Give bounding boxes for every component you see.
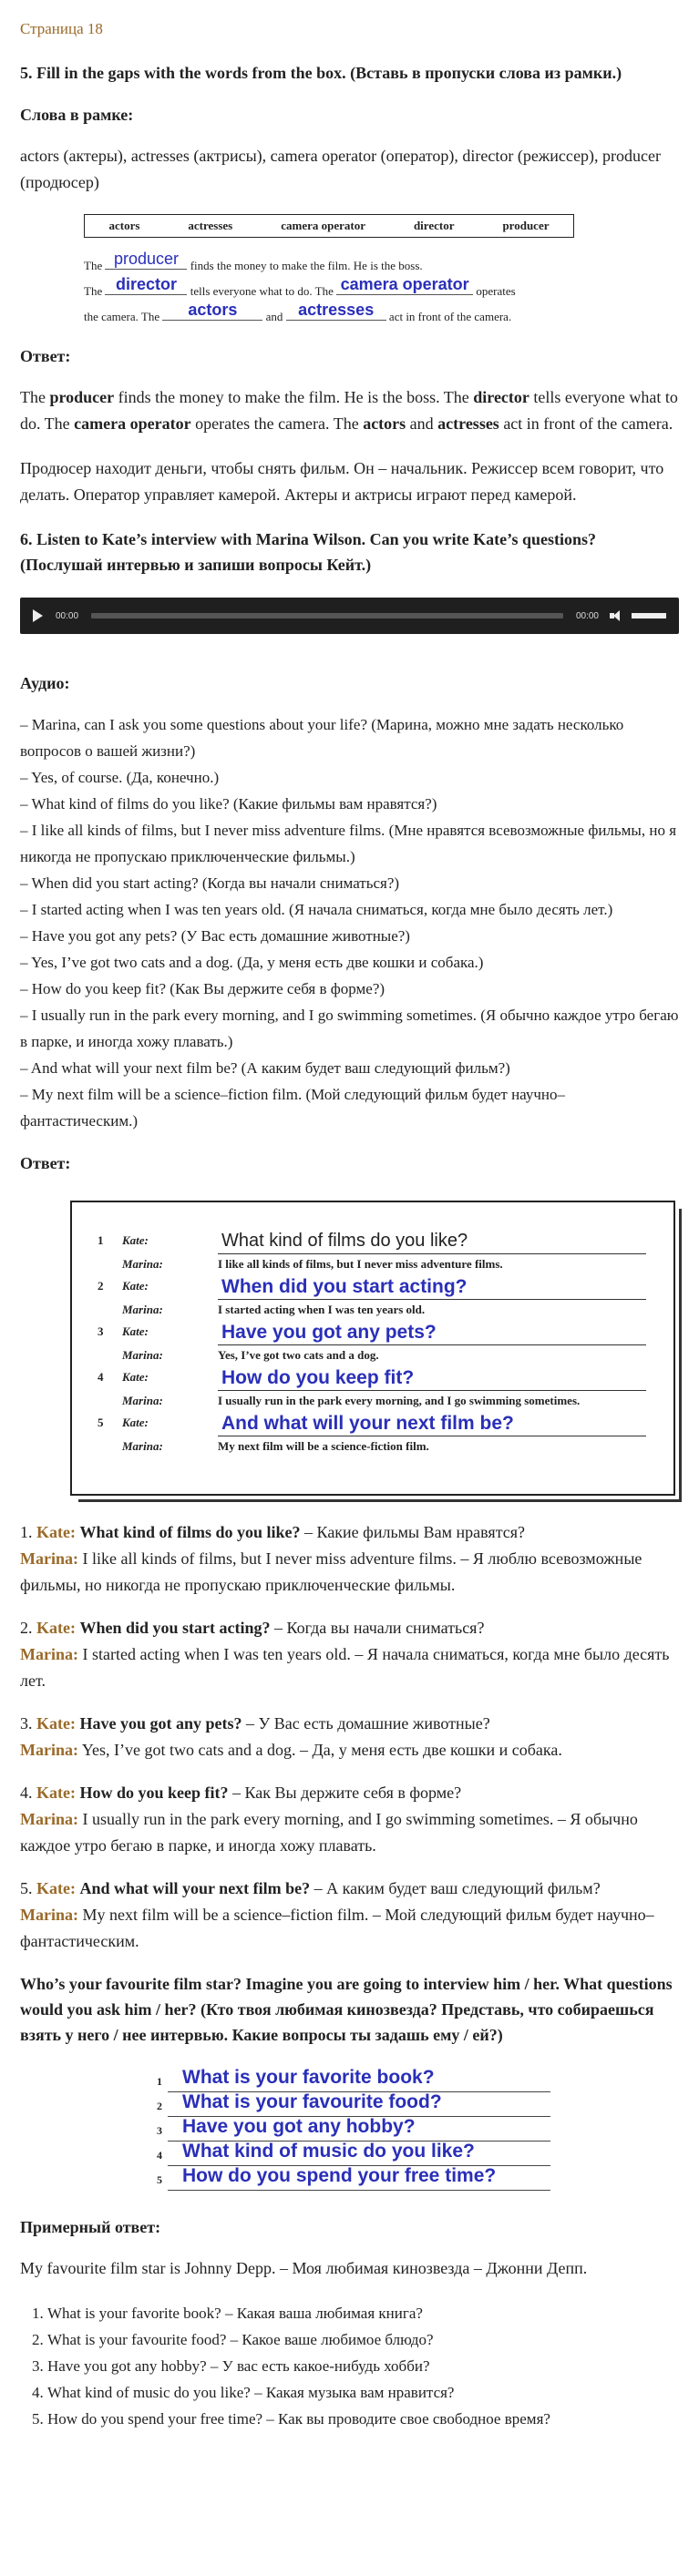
box-word: producer [502, 219, 550, 232]
handwritten-questions-image [157, 2067, 550, 2191]
speaker-marina: Marina: [122, 1348, 163, 1362]
handwritten-question: When did you start acting? [221, 1276, 468, 1297]
gap [105, 275, 187, 295]
sample-intro: My favourite film star is Johnny Depp. – Моя любимая кинозвезда – Джонни Депп. [20, 2259, 588, 2277]
volume-slider[interactable] [632, 613, 666, 618]
transcript-line: – How do you keep fit? (Как Вы держите себя в форме?) [20, 980, 385, 997]
qa-item: 4. Kate: How do you keep fit? – Как Вы держите себя в форме? Marina: I usually run in the park every morning, and I go swimming sometimes. – Я обычно каждое утро бегаю в парке, и иногда хожу плавать. [20, 1784, 638, 1855]
list-item: 4. What kind of music do you like? – Какая музыка вам нравится? [47, 2379, 679, 2406]
handwritten-answer: producer [113, 250, 179, 268]
gap [286, 303, 386, 321]
speaker-marina: Marina: [122, 1394, 163, 1407]
list-item: 5. How do you spend your free time? – Как вы проводите свое свободное время? [47, 2406, 679, 2432]
answer-line [218, 1413, 646, 1436]
hw-line: 5 How do you spend your free time? [168, 2166, 550, 2191]
gap [336, 275, 473, 295]
handwritten-question: Have you got any pets? [221, 1322, 437, 1343]
translation-text: Продюсер находит деньги, чтобы снять фильм. Он – начальник. Режиссер всем говорит, что делать. Оператор управляет камерой. Актеры и актрисы играют перед камерой. [20, 459, 664, 504]
fill-text: the camera. The [84, 310, 160, 323]
answer-line [218, 1324, 646, 1345]
marina-reply: I like all kinds of films, but I never miss adventure films. [218, 1257, 503, 1271]
handwritten-answer: director [115, 275, 177, 293]
answer-line [218, 1233, 646, 1254]
worksheet-row [72, 1367, 673, 1416]
hw-line: 2 What is your favourite food? [168, 2092, 550, 2117]
audio-duration: 00:00 [575, 610, 599, 621]
word-box [84, 214, 574, 238]
audio-label: Аудио: [20, 674, 70, 692]
worksheet-row [72, 1233, 673, 1279]
speaker-marina: Marina: [122, 1257, 163, 1271]
speaker-kate: Kate: [122, 1233, 149, 1247]
audio-player[interactable] [20, 598, 679, 634]
handwritten-answer: camera operator [340, 275, 469, 293]
words-label: Слова в рамке: [20, 106, 134, 124]
answer-line [218, 1367, 646, 1391]
interview-worksheet-image [70, 1201, 675, 1496]
play-icon[interactable] [33, 609, 43, 622]
row-number: 2 [98, 1279, 104, 1293]
transcript-line: – I started acting when I was ten years old. (Я начала сниматься, когда мне было десять лет.) [20, 901, 613, 918]
list-item: 2. What is your favourite food? – Какое ваше любимое блюдо? [47, 2326, 679, 2353]
answer-label: Ответ: [20, 347, 71, 365]
row-number: 5 [98, 1416, 104, 1429]
transcript-line: – Marina, can I ask you some questions about your life? (Марина, можно мне задать несколько вопросов о вашей жизни?) [20, 716, 624, 760]
answer-label: Ответ: [20, 1154, 71, 1172]
fill-text: The [84, 284, 103, 298]
transcript-line: – I usually run in the park every morning, and I go swimming sometimes. (Я обычно каждое утро бегаю в парке, и иногда хожу плавать.) [20, 1007, 679, 1050]
transcript-line: – I like all kinds of films, but I never miss adventure films. (Мне нравятся всевозможные фильмы, но я никогда не пропускаю приключенческие фильмы.) [20, 822, 677, 865]
page-title: Страница 18 [20, 20, 103, 37]
transcript-line: – What kind of films do you like? (Какие фильмы вам нравятся?) [20, 795, 437, 813]
box-word: actors [108, 219, 140, 232]
transcript-line: – Yes, of course. (Да, конечно.) [20, 769, 220, 786]
sample-label: Примерный ответ: [20, 2218, 161, 2236]
qa-item: 1. Kate: What kind of films do you like? – Какие фильмы Вам нравятся? Marina: I like all kinds of films, but I never miss adventure films. – Я люблю всевозможные фильмы, но никогда не пропускаю приключенческие фильмы. [20, 1523, 642, 1594]
qa-item: 2. Kate: When did you start acting? – Когда вы начали сниматься? Marina: I started acting when I was ten years old. – Я начала сниматься, когда мне было десять лет. [20, 1619, 670, 1690]
words-text: actors (актеры), actresses (актрисы), camera operator (оператор), director (режиссер), producer (продюсер) [20, 147, 662, 191]
task7-heading: Who’s your favourite film star? Imagine you are going to interview him / her. What questions would you ask him / her? (Кто твоя любимая кинозвезда? Представь, что собираешься взять у него / нее интервью. Какие вопросы ты задашь ему / ей?) [20, 1975, 673, 2044]
worksheet-row [72, 1324, 673, 1370]
fill-text: act in front of the camera. [388, 310, 512, 323]
handwritten-question: What is your favorite book? [182, 2067, 435, 2088]
transcript-line: – Yes, I’ve got two cats and a dog. (Да, у меня есть две кошки и собака.) [20, 954, 484, 971]
speaker-marina: Marina: [122, 1303, 163, 1316]
list-item: 1. What is your favorite book? – Какая ваша любимая книга? [47, 2300, 679, 2326]
fill-text: operates [476, 284, 516, 298]
box-word: actresses [188, 219, 233, 232]
speaker-kate: Kate: [122, 1416, 149, 1429]
marina-reply: Yes, I’ve got two cats and a dog. [218, 1348, 379, 1362]
hw-line: 3 Have you got any hobby? [168, 2117, 550, 2142]
task6-heading: 6. Listen to Kate’s interview with Marina Wilson. Can you write Kate’s questions? (Послушай интервью и запиши вопросы Кейт.) [20, 530, 596, 574]
audio-current-time: 00:00 [56, 610, 79, 621]
worksheet-row [72, 1413, 673, 1461]
sample-list [20, 2300, 679, 2432]
handwritten-question: What is your favourite food? [182, 2091, 442, 2112]
speaker-kate: Kate: [122, 1324, 149, 1338]
fill-text: finds the money to make the film. He is the boss. [190, 259, 423, 272]
handwritten-answer: actresses [298, 301, 375, 319]
marina-reply: I usually run in the park every morning, and I go swimming sometimes. [218, 1394, 581, 1407]
task5-heading: 5. Fill in the gaps with the words from the box. (Вставь в пропуски слова из рамки.) [20, 64, 622, 82]
worksheet-row [72, 1276, 673, 1324]
answer-line [218, 1276, 646, 1300]
transcript-line: – Have you got any pets? (У Вас есть домашние животные?) [20, 927, 410, 945]
hw-line: 1 What is your favorite book? [168, 2068, 550, 2092]
qa-item: 5. Kate: And what will your next film be? – А каким будет ваш следующий фильм? Marina: My next film will be a science–fiction film. – Мой следующий фильм будет научно–фантастическим. [20, 1879, 654, 1950]
box-word: camera operator [281, 219, 365, 232]
speaker-marina: Marina: [122, 1439, 163, 1453]
gap [105, 252, 187, 270]
row-number: 3 [98, 1324, 104, 1338]
fill-text: tells everyone what to do. The [190, 284, 334, 298]
qa-item: 3. Kate: Have you got any pets? – У Вас есть домашние животные? Marina: Yes, I’ve got two cats and a dog. – Да, у меня есть две кошки и собака. [20, 1714, 562, 1759]
row-number: 1 [98, 1233, 104, 1247]
marina-reply: My next film will be a science-fiction film. [218, 1439, 429, 1453]
row-number: 4 [98, 1370, 104, 1384]
marina-reply: I started acting when I was ten years old. [218, 1303, 426, 1316]
handwritten-question: What kind of music do you like? [182, 2141, 475, 2162]
gap [162, 303, 262, 321]
speaker-kate: Kate: [122, 1370, 149, 1384]
handwritten-question: How do you keep fit? [221, 1367, 415, 1388]
volume-icon[interactable] [610, 610, 624, 621]
transcript-line: – When did you start acting? (Когда вы начали сниматься?) [20, 874, 400, 892]
fill-text: and [265, 310, 283, 323]
handwritten-question: What kind of films do you like? [221, 1231, 468, 1251]
speaker-kate: Kate: [122, 1279, 149, 1293]
box-word: director [413, 219, 455, 232]
list-item: 3. Have you got any hobby? – У вас есть какое-нибудь хобби? [47, 2353, 679, 2379]
handwritten-question: Have you got any hobby? [182, 2116, 416, 2137]
answer-text: The producer finds the money to make the film. He is the boss. The director tells everyone what to do. The camera operator operates the camera. The actors and actresses act in front of the camera. [20, 388, 678, 433]
handwritten-answer: actors [188, 301, 238, 319]
handwritten-question: How do you spend your free time? [182, 2165, 497, 2186]
audio-progress-bar[interactable] [91, 613, 563, 618]
handwritten-question: And what will your next film be? [221, 1413, 514, 1434]
transcript-line: – And what will your next film be? (А каким будет ваш следующий фильм?) [20, 1059, 510, 1077]
hw-line: 4 What kind of music do you like? [168, 2142, 550, 2166]
audio-transcript [20, 711, 679, 1134]
fill-exercise-image [84, 252, 649, 329]
fill-text: The [84, 259, 103, 272]
transcript-line: – My next film will be a science–fiction film. (Мой следующий фильм будет научно–фантастическим.) [20, 1086, 566, 1130]
